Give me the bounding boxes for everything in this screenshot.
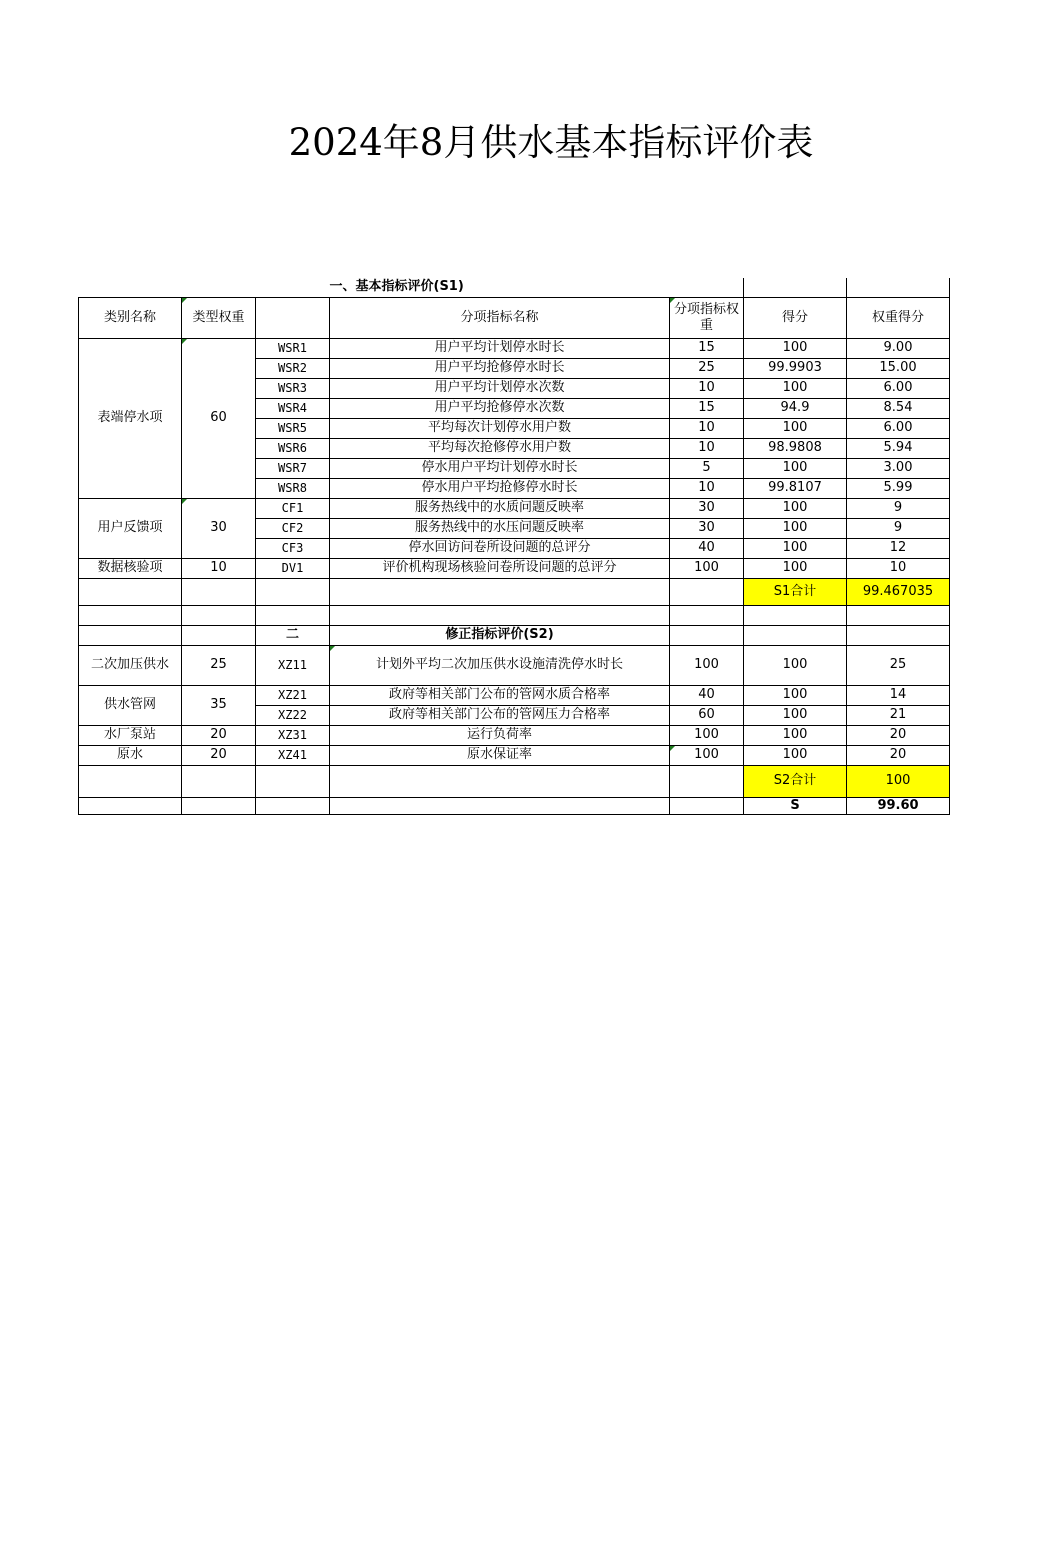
table-row (79, 498, 950, 518)
item-weight: 10 (670, 418, 744, 438)
final-score-value: 99.60 (847, 797, 950, 814)
table-row (79, 558, 950, 578)
group-weight: 30 (182, 498, 256, 558)
final-score-row (79, 797, 950, 814)
item-score: 100 (744, 725, 847, 745)
section2-title-row (79, 625, 950, 645)
item-name: 停水用户平均抢修停水时长 (330, 478, 670, 498)
page-title: 2024年8月供水基本指标评价表 (288, 121, 814, 164)
item-name: 政府等相关部门公布的管网水质合格率 (330, 685, 670, 705)
item-weight: 40 (670, 685, 744, 705)
item-weighted-score: 9.00 (847, 338, 950, 358)
item-weighted-score: 9 (847, 498, 950, 518)
item-code: WSR4 (256, 398, 330, 418)
section1-title-row (79, 278, 950, 297)
item-name: 用户平均计划停水时长 (330, 338, 670, 358)
item-weighted-score: 12 (847, 538, 950, 558)
item-code: WSR6 (256, 438, 330, 458)
item-weight: 100 (670, 725, 744, 745)
item-score: 100 (744, 338, 847, 358)
item-weighted-score: 6.00 (847, 378, 950, 398)
item-score: 100 (744, 558, 847, 578)
comment-marker-icon (182, 298, 187, 303)
item-code: CF3 (256, 538, 330, 558)
item-name: 平均每次计划停水用户数 (330, 418, 670, 438)
item-weighted-score: 20 (847, 745, 950, 765)
header-item-weight: 分项指标权重 (670, 297, 744, 338)
item-code: WSR5 (256, 418, 330, 438)
item-name: 服务热线中的水压问题反映率 (330, 518, 670, 538)
item-weight: 10 (670, 478, 744, 498)
item-name: 用户平均抢修停水时长 (330, 358, 670, 378)
item-weight: 60 (670, 705, 744, 725)
item-code: WSR8 (256, 478, 330, 498)
header-weighted-score: 权重得分 (847, 297, 950, 338)
section1-title: 一、基本指标评价(S1) (329, 279, 464, 295)
group-name: 表端停水项 (79, 338, 182, 498)
item-score: 94.9 (744, 398, 847, 418)
item-name: 运行负荷率 (330, 725, 670, 745)
item-score: 100 (744, 705, 847, 725)
evaluation-table (78, 278, 950, 815)
item-weight: 10 (670, 438, 744, 458)
table-row (79, 725, 950, 745)
comment-marker-icon (182, 499, 187, 504)
item-code: XZ11 (256, 645, 330, 685)
item-weight: 30 (670, 518, 744, 538)
item-name: 政府等相关部门公布的管网压力合格率 (330, 705, 670, 725)
group-weight: 60 (182, 338, 256, 498)
item-name: 服务热线中的水质问题反映率 (330, 498, 670, 518)
item-name: 计划外平均二次加压供水设施清洗停水时长 (330, 645, 670, 685)
item-weighted-score: 9 (847, 518, 950, 538)
comment-marker-icon (330, 646, 335, 651)
final-score-label: S (744, 797, 847, 814)
item-weighted-score: 6.00 (847, 418, 950, 438)
item-score: 100 (744, 518, 847, 538)
item-score: 100 (744, 538, 847, 558)
item-weighted-score: 25 (847, 645, 950, 685)
item-score: 100 (744, 378, 847, 398)
comment-marker-icon (670, 746, 675, 751)
blank-row (79, 605, 950, 625)
s1-total-row (79, 578, 950, 605)
item-code: XZ22 (256, 705, 330, 725)
item-code: WSR3 (256, 378, 330, 398)
header-item-name: 分项指标名称 (330, 297, 670, 338)
group-name: 供水管网 (79, 685, 182, 725)
item-score: 100 (744, 458, 847, 478)
s2-total-label: S2合计 (744, 765, 847, 797)
section2-number: 二 (256, 625, 330, 645)
comment-marker-icon (182, 339, 187, 344)
item-code: CF2 (256, 518, 330, 538)
item-name: 评价机构现场核验问卷所设问题的总评分 (330, 558, 670, 578)
item-weighted-score: 5.94 (847, 438, 950, 458)
item-score: 100 (744, 418, 847, 438)
item-weight: 30 (670, 498, 744, 518)
group-weight: 20 (182, 725, 256, 745)
group-name: 原水 (79, 745, 182, 765)
item-weight: 5 (670, 458, 744, 478)
group-name: 二次加压供水 (79, 645, 182, 685)
item-weighted-score: 3.00 (847, 458, 950, 478)
item-weighted-score: 5.99 (847, 478, 950, 498)
item-name: 平均每次抢修停水用户数 (330, 438, 670, 458)
item-code: DV1 (256, 558, 330, 578)
table-row (79, 338, 950, 358)
item-weight: 100 (670, 558, 744, 578)
s1-total-value: 99.467035 (847, 578, 950, 605)
header-type-weight: 类型权重 (182, 297, 256, 338)
item-score: 100 (744, 685, 847, 705)
item-code: XZ31 (256, 725, 330, 745)
table-row (79, 745, 950, 765)
item-weighted-score: 8.54 (847, 398, 950, 418)
header-score: 得分 (744, 297, 847, 338)
group-name: 用户反馈项 (79, 498, 182, 558)
item-score: 99.9903 (744, 358, 847, 378)
item-name: 用户平均计划停水次数 (330, 378, 670, 398)
item-weighted-score: 15.00 (847, 358, 950, 378)
item-weight: 25 (670, 358, 744, 378)
item-code: XZ41 (256, 745, 330, 765)
item-name: 停水回访问卷所设问题的总评分 (330, 538, 670, 558)
s2-total-value: 100 (847, 765, 950, 797)
item-score: 100 (744, 745, 847, 765)
s2-total-row (79, 765, 950, 797)
item-score: 98.9808 (744, 438, 847, 458)
group-weight: 35 (182, 685, 256, 725)
header-category: 类别名称 (79, 297, 182, 338)
item-name: 停水用户平均计划停水时长 (330, 458, 670, 478)
item-code: WSR7 (256, 458, 330, 478)
table-row (79, 645, 950, 685)
item-code: XZ21 (256, 685, 330, 705)
group-weight: 20 (182, 745, 256, 765)
item-weight: 40 (670, 538, 744, 558)
item-weighted-score: 21 (847, 705, 950, 725)
item-name: 用户平均抢修停水次数 (330, 398, 670, 418)
item-weighted-score: 10 (847, 558, 950, 578)
item-code: WSR2 (256, 358, 330, 378)
item-code: CF1 (256, 498, 330, 518)
group-weight: 10 (182, 558, 256, 578)
item-code: WSR1 (256, 338, 330, 358)
item-score: 100 (744, 645, 847, 685)
comment-marker-icon (670, 298, 675, 303)
s1-total-label: S1合计 (744, 578, 847, 605)
header-row (79, 297, 950, 338)
group-name: 数据核验项 (79, 558, 182, 578)
item-score: 99.8107 (744, 478, 847, 498)
group-weight: 25 (182, 645, 256, 685)
item-weight: 10 (670, 378, 744, 398)
item-weighted-score: 20 (847, 725, 950, 745)
item-weight: 100 (670, 645, 744, 685)
item-name: 原水保证率 (330, 745, 670, 765)
table-row (79, 685, 950, 705)
item-weight: 15 (670, 398, 744, 418)
item-weight: 100 (670, 745, 744, 765)
item-score: 100 (744, 498, 847, 518)
item-weighted-score: 14 (847, 685, 950, 705)
item-weight: 15 (670, 338, 744, 358)
group-name: 水厂泵站 (79, 725, 182, 745)
section2-title: 修正指标评价(S2) (330, 625, 670, 645)
